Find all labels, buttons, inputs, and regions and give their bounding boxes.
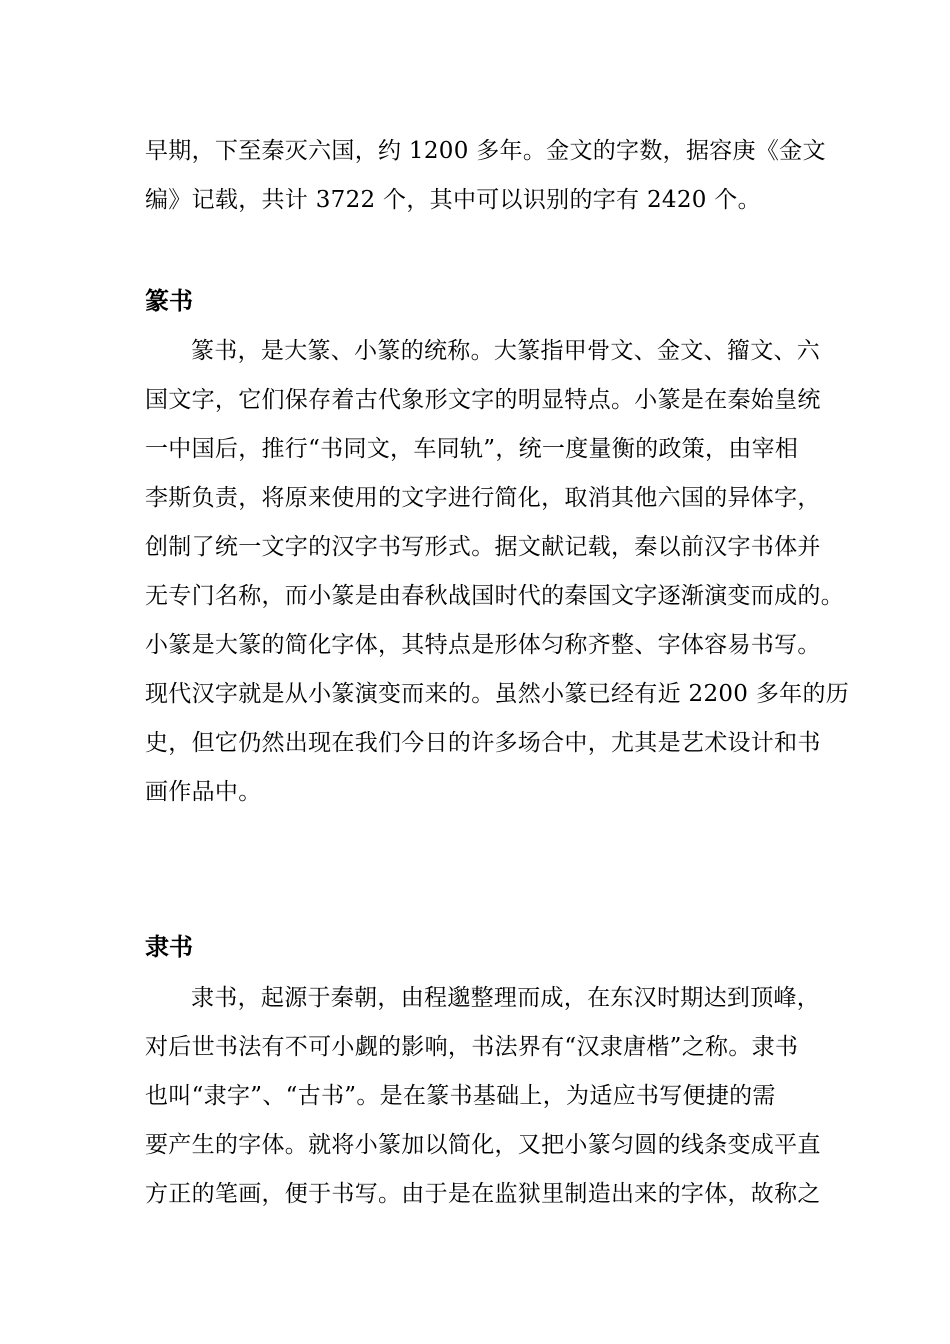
paragraph-line: 也叫“隶字”、“古书”。是在篆书基础上，为适应书写便捷的需	[145, 1083, 776, 1109]
section-heading-zhuanshu: 篆书	[145, 287, 193, 315]
paragraph-line: 隶书，起源于秦朝，由程邈整理而成，在东汉时期达到顶峰，	[191, 985, 821, 1011]
paragraph-line: 篆书，是大篆、小篆的统称。大篆指甲骨文、金文、籀文、六	[191, 338, 821, 364]
lishu-paragraph	[145, 974, 825, 1219]
paragraph-line: 创制了统一文字的汉字书写形式。据文献记载，秦以前汉字书体并	[145, 534, 821, 560]
paragraph-line: 方正的笔画，便于书写。由于是在监狱里制造出来的字体，故称之	[145, 1181, 821, 1207]
paragraph-line: 李斯负责，将原来使用的文字进行简化，取消其他六国的异体字，	[145, 485, 821, 511]
paragraph-line: 小篆是大篆的简化字体，其特点是形体匀称齐整、字体容易书写。	[145, 632, 821, 658]
intro-paragraph	[145, 127, 825, 225]
paragraph-line: 要产生的字体。就将小篆加以简化，又把小篆匀圆的线条变成平直	[145, 1132, 821, 1158]
paragraph-line: 国文字，它们保存着古代象形文字的明显特点。小篆是在秦始皇统	[145, 387, 821, 413]
paragraph-line: 编》记载，共计 3722 个，其中可以识别的字有 2420 个。	[145, 187, 761, 213]
paragraph-line: 早期，下至秦灭六国，约 1200 多年。金文的字数，据容庚《金文	[145, 138, 826, 164]
paragraph-line: 无专门名称，而小篆是由春秋战国时代的秦国文字逐渐演变而成的。	[145, 583, 844, 609]
paragraph-line: 一中国后，推行“书同文，车同轨”，统一度量衡的政策，由宰相	[145, 436, 799, 462]
section-heading-lishu: 隶书	[145, 933, 193, 961]
paragraph-line: 对后世书法有不可小觑的影响，书法界有“汉隶唐楷”之称。隶书	[145, 1034, 799, 1060]
paragraph-line: 画作品中。	[145, 779, 262, 805]
paragraph-line: 现代汉字就是从小篆演变而来的。虽然小篆已经有近 2200 多年的历	[145, 681, 850, 707]
zhuanshu-paragraph	[145, 327, 850, 817]
paragraph-line: 史，但它仍然出现在我们今日的许多场合中，尤其是艺术设计和书	[145, 730, 821, 756]
